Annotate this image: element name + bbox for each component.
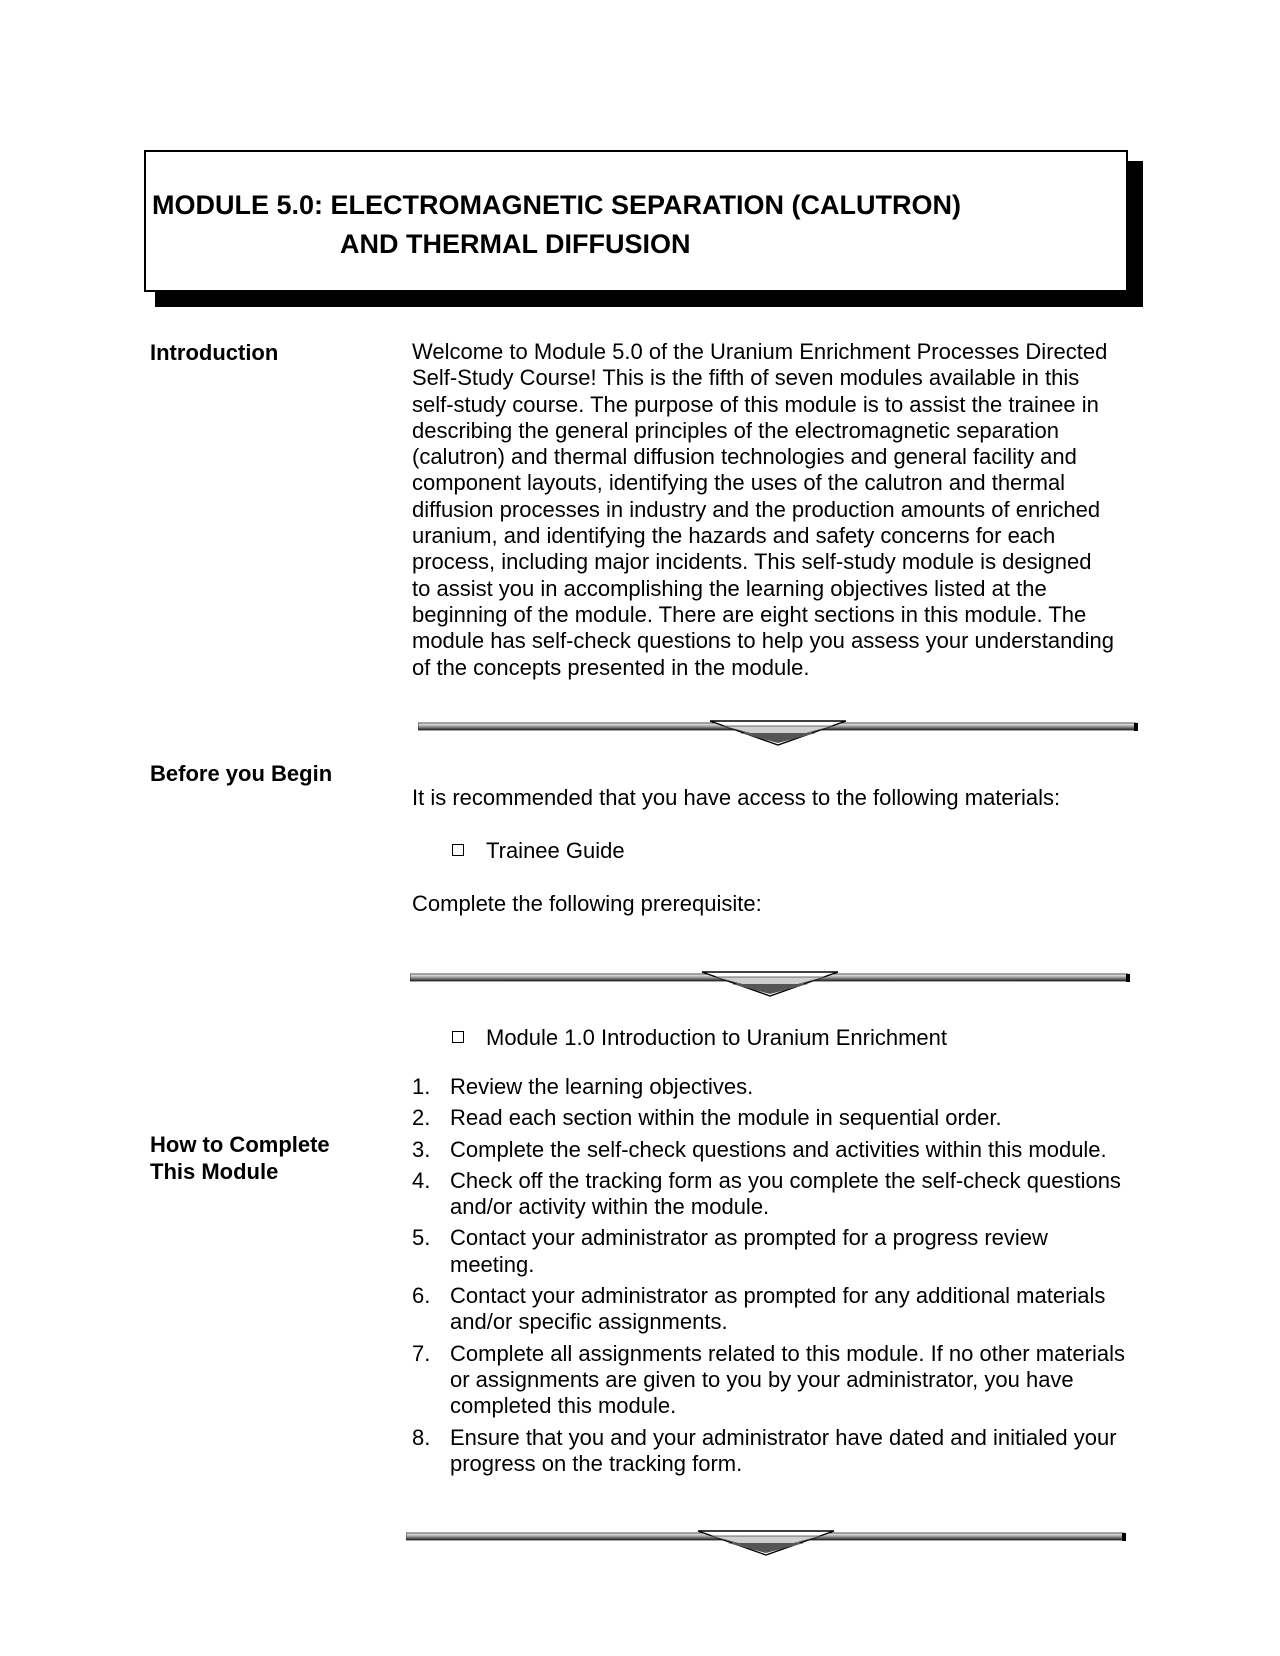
introduction-paragraph: Welcome to Module 5.0 of the Uranium Enrichment Processes Directed Self-Study Course! This is the fifth of seven modules available in this self-study course. The purpose of this module is to assist the trainee in describing the general principles of the electromagnetic separation (calutron) and thermal diffusion technologies and general facility and component layouts, identifying the uses of the calutron and thermal diffusion processes in industry and the production amounts of enriched uranium, and identifying the hazards and safety concerns for each process, including major incidents. This self-study module is designed to assist you in accomplishing the learning objectives listed at the beginning of the module. There are eight sections in this module. The module has self-check questions to help you assess your understanding of the concepts presented in the module. xyxy=(412,339,1114,680)
how-to-complete-heading xyxy=(150,1131,330,1185)
module-title-line2: AND THERMAL DIFFUSION xyxy=(340,229,691,259)
step-number: 8. xyxy=(412,1424,431,1450)
checkbox-bullet-icon xyxy=(452,1031,464,1043)
step-number: 4. xyxy=(412,1167,431,1193)
step-item xyxy=(412,1137,1132,1163)
step-text: Check off the tracking form as you complete the self-check questions and/or activity within the module. xyxy=(450,1167,1121,1220)
prerequisite-intro: Complete the following prerequisite: xyxy=(412,891,762,916)
module-title-line1: MODULE 5.0: ELECTROMAGNETIC SEPARATION (CALUTRON) xyxy=(152,190,961,220)
completion-steps-list xyxy=(412,1074,1132,1482)
material-item: Trainee Guide xyxy=(486,838,625,863)
step-number: 1. xyxy=(412,1074,431,1099)
step-item xyxy=(412,1283,1132,1336)
step-number: 3. xyxy=(412,1136,431,1162)
step-text: Complete the self-check questions and activities within this module. xyxy=(450,1136,1107,1162)
section-divider xyxy=(418,719,1140,747)
list-item xyxy=(452,1024,947,1051)
list-item xyxy=(452,837,625,864)
checkbox-bullet-icon xyxy=(452,844,464,856)
section-divider xyxy=(410,970,1132,998)
how-to-complete-heading-line2: This Module xyxy=(150,1159,279,1184)
prerequisite-item: Module 1.0 Introduction to Uranium Enrichment xyxy=(486,1025,948,1050)
introduction-heading: Introduction xyxy=(150,340,279,365)
step-text: Ensure that you and your administrator have dated and initialed your progress on the tracking form. xyxy=(450,1424,1117,1476)
step-text: Review the learning objectives. xyxy=(450,1074,754,1099)
step-item xyxy=(412,1425,1132,1478)
materials-intro: It is recommended that you have access to the following materials: xyxy=(412,785,1061,810)
step-item xyxy=(412,1074,1132,1100)
step-text: Contact your administrator as prompted for any additional materials and/or specific assignments. xyxy=(450,1283,1106,1335)
section-divider xyxy=(406,1529,1128,1557)
step-item xyxy=(412,1341,1132,1420)
module-title-box xyxy=(144,150,1128,292)
step-text: Read each section within the module in sequential order. xyxy=(450,1105,1002,1131)
step-item xyxy=(412,1168,1132,1221)
step-number: 6. xyxy=(412,1283,431,1309)
step-text: Contact your administrator as prompted for a progress review meeting. xyxy=(450,1225,1048,1277)
step-item xyxy=(412,1225,1132,1278)
step-number: 5. xyxy=(412,1225,431,1251)
step-number: 7. xyxy=(412,1340,431,1366)
step-number: 2. xyxy=(412,1105,431,1131)
how-to-complete-heading-line1: How to Complete xyxy=(150,1132,330,1157)
step-text: Complete all assignments related to this module. If no other materials or assignments are given to you by your administrator, you have completed this module. xyxy=(450,1340,1125,1419)
before-you-begin-heading: Before you Begin xyxy=(150,761,333,786)
step-item xyxy=(412,1105,1132,1131)
